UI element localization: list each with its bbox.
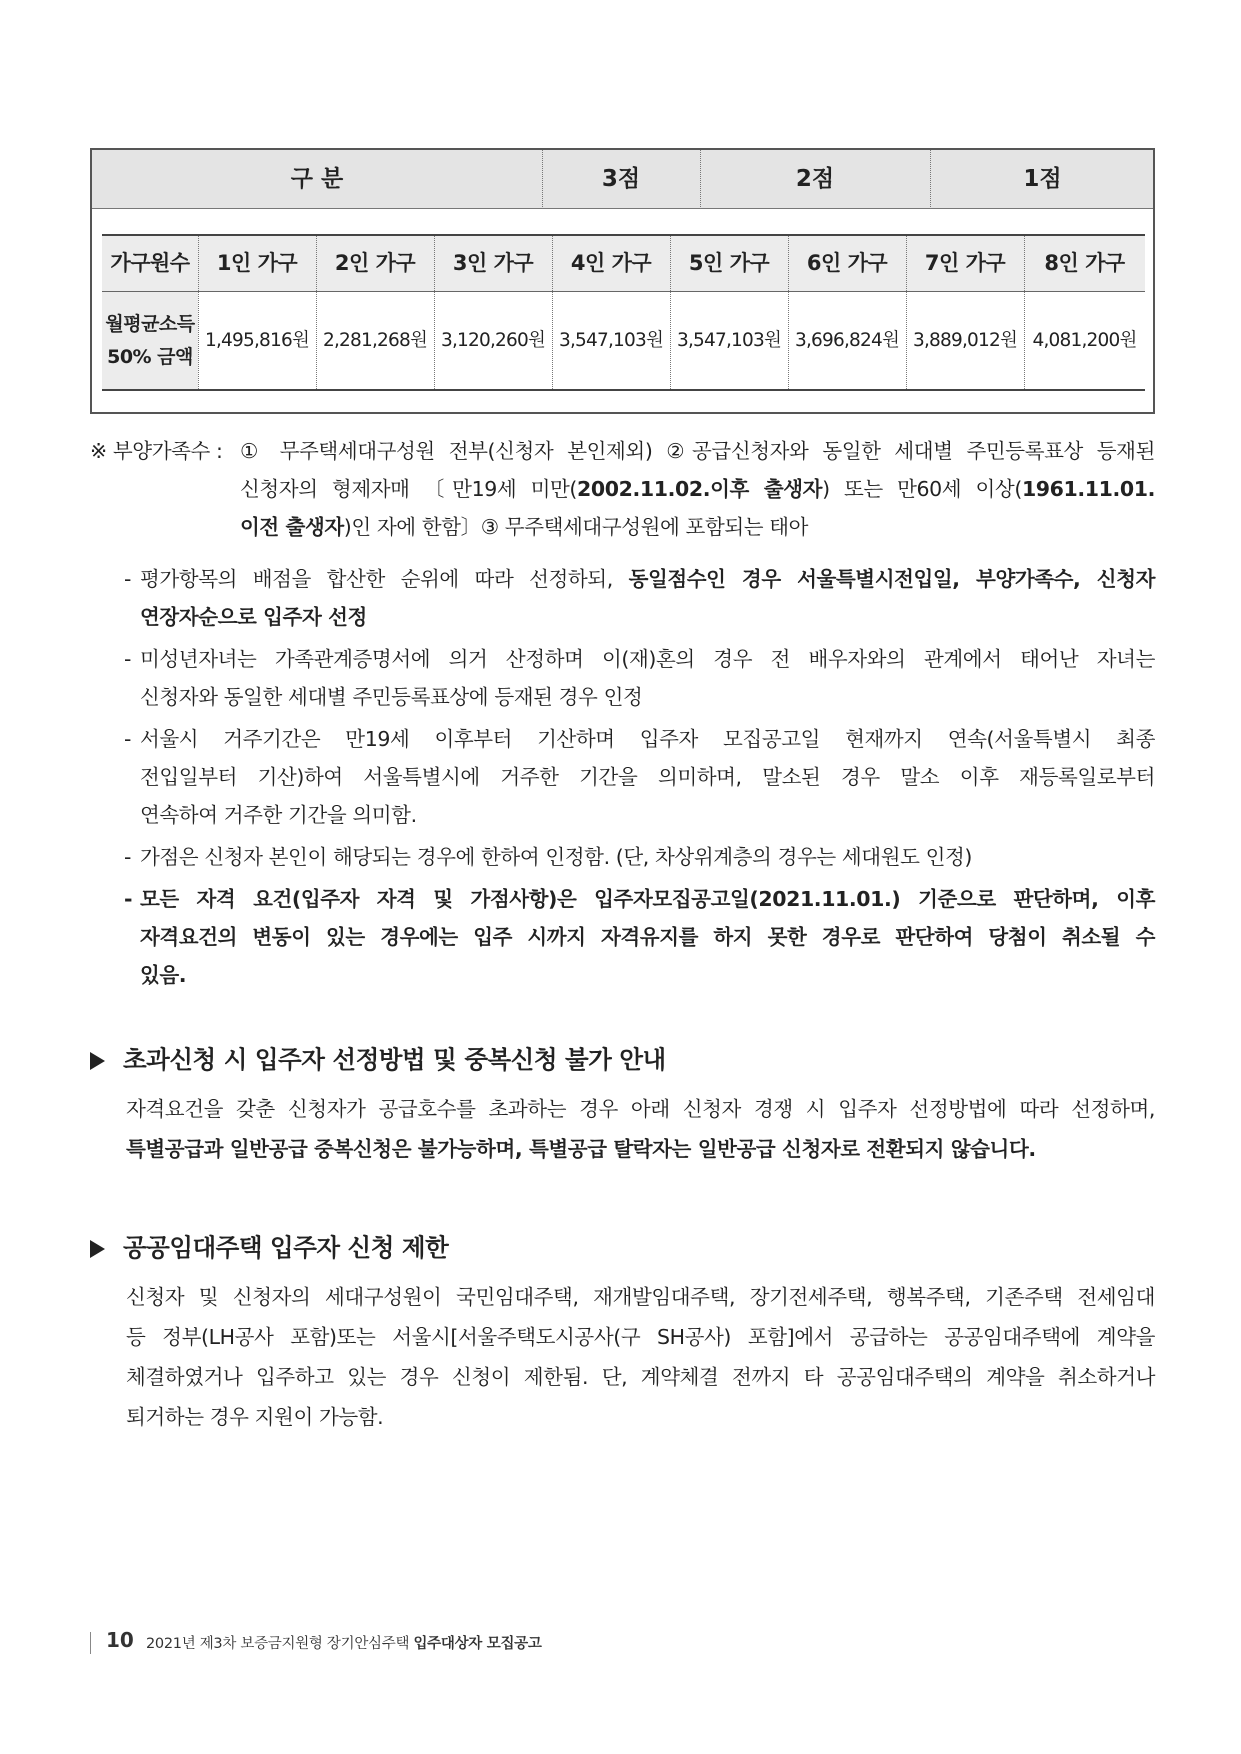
section-1-title [90,1042,666,1078]
income-value-5: 3,547,103원 [676,330,782,351]
section-1-line-2: 특별공급과 일반공급 중복신청은 불가능하며, 특별공급 탈락자는 일반공급 신청자로 전환되지 않습니다. [126,1137,1036,1161]
income-value-7: 3,889,012원 [912,330,1018,351]
section-2-title [90,1230,448,1266]
bullet-5-line-3: 있음. [140,963,187,987]
note-line-1: ① 무주택세대구성원 전부(신청자 본인제외) ②공급신청자와 동일한 세대별 주민등록표상 등재된 [240,439,1155,463]
section-1-title-text: 초과신청 시 입주자 선정방법 및 중복신청 불가 안내 [123,1045,666,1074]
income-row-label [102,292,198,389]
bullet-dash: - [124,845,132,869]
note-line-3: 이전 출생자)인 자에 한함〕③ 무주택세대구성원에 포함되는 태아 [240,515,809,539]
note-line-2: 신청자의 형제자매 〔만19세 미만(2002.11.02.이후 출생자) 또는 만60세 이상(1961.11.01. [240,477,1156,501]
bullet-5-line-2: 자격요건의 변동이 있는 경우에는 입주 시까지 자격유지를 하지 못한 경우로 판단하여 당첨이 취소될 수 [140,925,1155,949]
income-value-2: 2,281,268원 [322,330,428,351]
household-6-header: 6인 가구 [806,251,888,275]
bullet-2-line-1: 미성년자녀는 가족관계증명서에 의거 산정하며 이(재)혼의 경우 전 배우자와의 관계에서 태어난 자녀는 [140,647,1155,671]
score-3-header: 3점 [601,166,641,192]
score-1-header: 1점 [1023,166,1062,192]
score-table [90,148,1155,414]
bullet-2-line-2: 신청자와 동일한 세대별 주민등록표상에 등재된 경우 인정 [140,685,643,709]
section-2-line-1: 신청자 및 신청자의 세대구성원이 국민임대주택, 재개발임대주택, 장기전세주택, 행복주택, 기존주택 전세임대 [126,1285,1155,1309]
income-value-4: 3,547,103원 [558,330,664,351]
household-1-header: 1인 가구 [216,251,298,275]
household-size-header: 가구원수 [110,251,190,275]
section-1-line-1: 자격요건을 갖춘 신청자가 공급호수를 초과하는 경우 아래 신청자 경쟁 시 입주자 선정방법에 따라 선정하며, [126,1097,1155,1121]
category-header: 구 분 [290,166,344,192]
income-value-6: 3,696,824원 [794,330,900,351]
bullet-4-line-1: 가점은 신청자 본인이 해당되는 경우에 한하여 인정함. (단, 차상위계층의 경우는 세대원도 인정) [140,845,973,869]
section-2-line-3: 체결하였거나 입주하고 있는 경우 신청이 제한됨. 단, 계약체결 전까지 타 공공임대주택의 계약을 취소하거나 [126,1365,1155,1389]
note-prefix: ※ 부양가족수 : [90,439,223,463]
household-7-header: 7인 가구 [924,251,1006,275]
household-4-header: 4인 가구 [570,251,652,275]
bullet-dash: - [124,727,132,751]
bullet-5-line-1: 모든 자격 요건(입주자 자격 및 가점사항)은 입주자모집공고일(2021.11.01.) 기준으로 판단하며, 이후 [140,887,1155,911]
bullet-dash: - [124,567,132,591]
income-row-label-line2: 50% 금액 [107,345,193,368]
income-table [102,234,1145,391]
section-2-title-text: 공공임대주택 입주자 신청 제한 [123,1233,449,1262]
triangle-bullet-icon [90,1240,105,1258]
income-row-label-line1: 월평균소득 [105,312,195,335]
bullet-3-line-3: 연속하여 거주한 기간을 의미함. [140,803,417,827]
income-value-3: 3,120,260원 [440,330,546,351]
bullet-1-line-1: 평가항목의 배점을 합산한 순위에 따라 선정하되, 동일점수인 경우 서울특별시전입일, 부양가족수, 신청자 [140,567,1156,591]
score-table-header [92,150,1153,209]
bullet-dash: - [124,887,133,911]
household-2-header: 2인 가구 [334,251,416,275]
household-3-header: 3인 가구 [452,251,534,275]
bullet-3-line-2: 전입일부터 기산)하여 서울특별시에 거주한 기간을 의미하며, 말소된 경우 말소 이후 재등록일로부터 [140,765,1155,789]
score-2-header: 2점 [795,166,835,192]
income-value-1: 1,495,816원 [204,330,310,351]
footer-divider [90,1632,91,1654]
household-8-header: 8인 가구 [1044,251,1125,275]
section-2-line-4: 퇴거하는 경우 지원이 가능함. [126,1405,384,1429]
bullet-1-line-2: 연장자순으로 입주자 선정 [140,605,367,629]
footer-title: 2021년 제3차 보증금지원형 장기안심주택 입주대상자 모집공고 [146,1636,542,1652]
section-2-line-2: 등 정부(LH공사 포함)또는 서울시[서울주택도시공사(구 SH공사) 포함]에서 공급하는 공공임대주택에 계약을 [126,1325,1155,1349]
household-5-header: 5인 가구 [688,251,770,275]
bullet-3-line-1: 서울시 거주기간은 만19세 이후부터 기산하며 입주자 모집공고일 현재까지 연속(서울특별시 최종 [140,727,1155,751]
page-number: 10 [106,1628,134,1652]
income-value-8: 4,081,200원 [1032,330,1137,351]
bullet-dash: - [124,647,132,671]
triangle-bullet-icon [90,1052,105,1070]
